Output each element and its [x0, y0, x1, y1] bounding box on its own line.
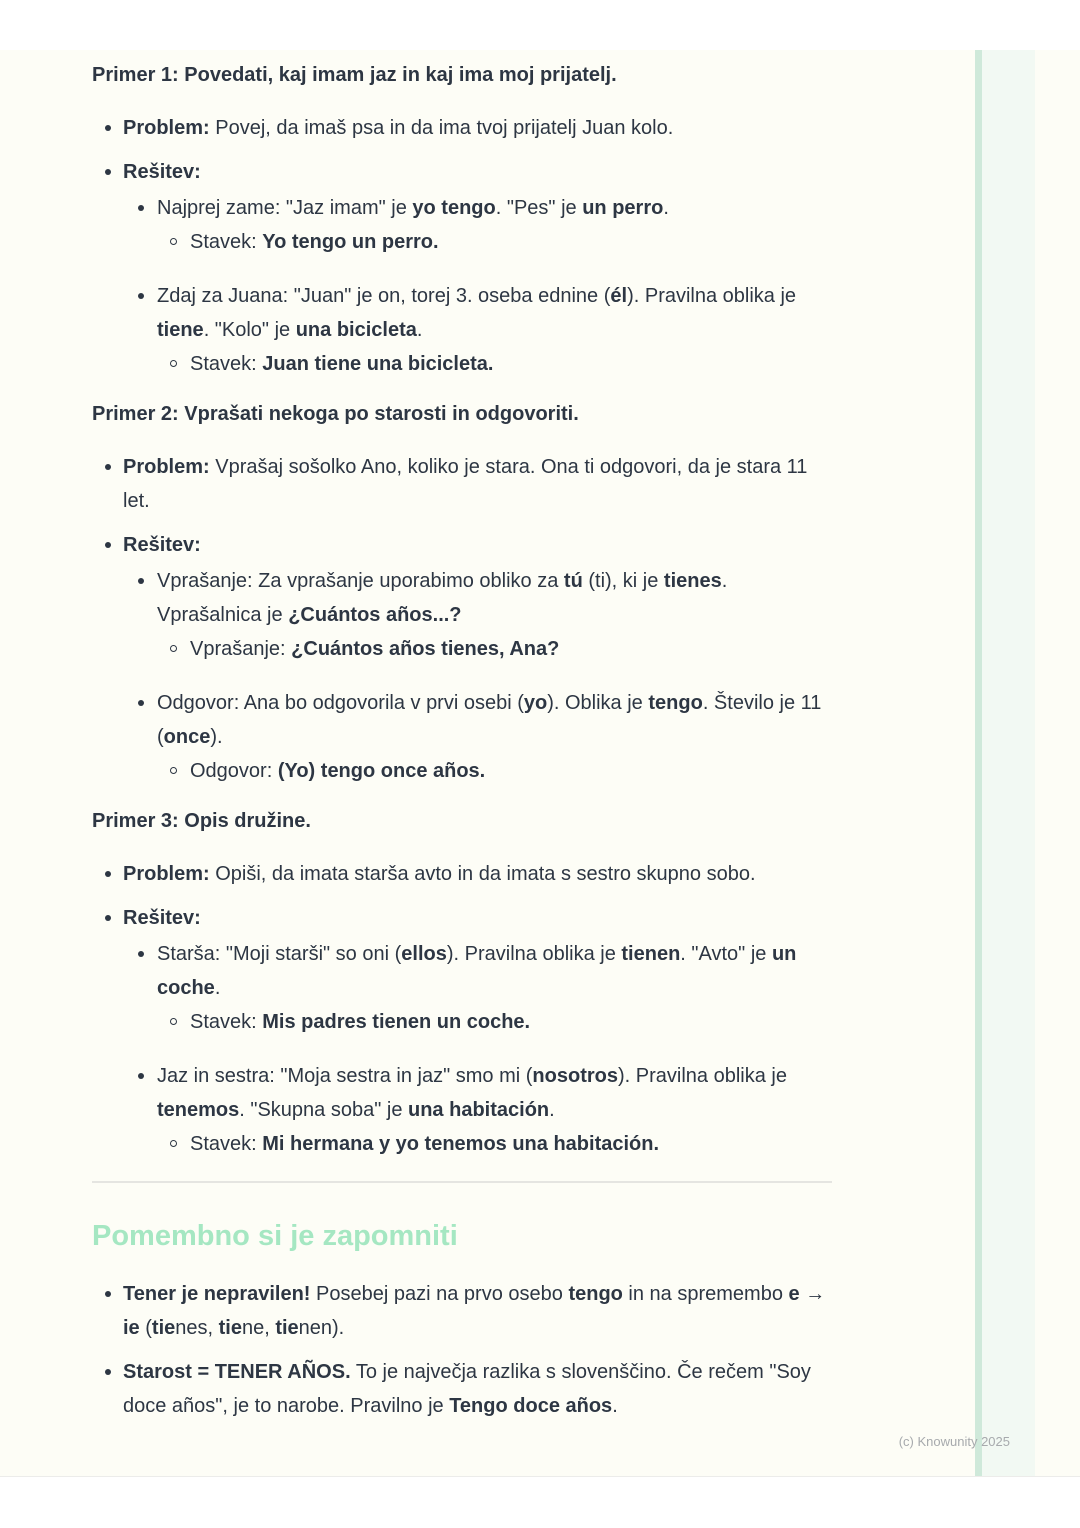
- list-item-text: Odgovor: (Yo) tengo once años.: [190, 760, 486, 782]
- page-accent-line: [975, 50, 982, 1476]
- list-item: [157, 754, 832, 788]
- bullet-list-level-2: [123, 191, 832, 381]
- list-item: [123, 686, 832, 788]
- bullet-list-level-2: [123, 564, 832, 788]
- bullet-list: [92, 111, 832, 381]
- list-item-text: Problem: Opiši, da imata starša avto in da imata s sestro skupno sobo.: [123, 863, 756, 885]
- list-item: [157, 632, 832, 666]
- list-item: [92, 1355, 832, 1423]
- list-item: [92, 901, 832, 1161]
- disc-bullet-icon: [105, 1369, 111, 1375]
- list-item-text: Stavek: Mis padres tienen un coche.: [190, 1011, 531, 1033]
- disc-bullet-icon: [105, 169, 111, 175]
- bullet-list-level-2: [123, 937, 832, 1161]
- list-item: [92, 857, 832, 891]
- list-item-text: Problem: Vprašaj sošolko Ano, koliko je stara. Ona ti odgovori, da je stara 11 let.: [123, 456, 808, 512]
- section-divider: [92, 1181, 832, 1183]
- disc-bullet-icon: [138, 578, 144, 584]
- circle-bullet-icon: [170, 1018, 177, 1025]
- bullet-list-level-1: [92, 1277, 832, 1423]
- list-item-text: Stavek: Mi hermana y yo tenemos una habitación.: [190, 1133, 660, 1155]
- section-heading: Primer 3: Opis družine.: [92, 810, 311, 832]
- list-item: [157, 225, 832, 259]
- list-item: [123, 937, 832, 1039]
- list-item-text: Vprašanje: ¿Cuántos años tienes, Ana?: [190, 638, 560, 660]
- section-primer-3: [92, 808, 832, 1161]
- bullet-list-level-1: [92, 111, 832, 381]
- circle-bullet-icon: [170, 238, 177, 245]
- bullet-list: [92, 450, 832, 788]
- document-page: [0, 50, 1080, 1477]
- disc-bullet-icon: [105, 464, 111, 470]
- list-item: [92, 155, 832, 381]
- bullet-list-level-3: [157, 632, 832, 666]
- disc-bullet-icon: [105, 125, 111, 131]
- list-item-text: Starost = TENER AÑOS. To je največja razlika s slovenščino. Če rečem "Soy doce años", je to narobe. Pravilno je Tengo doce años.: [123, 1361, 811, 1417]
- bullet-list: [92, 1277, 832, 1423]
- list-item: [157, 1127, 832, 1161]
- list-item: [123, 1059, 832, 1161]
- bullet-list-level-3: [157, 225, 832, 259]
- disc-bullet-icon: [105, 915, 111, 921]
- section-heading: Primer 2: Vprašati nekoga po starosti in odgovoriti.: [92, 403, 579, 425]
- list-item: [123, 279, 832, 381]
- bullet-list-level-3: [157, 1127, 832, 1161]
- bullet-list-level-3: [157, 347, 832, 381]
- list-item-text: Starša: "Moji starši" so oni (ellos). Pravilna oblika je tienen. "Avto" je un coche.: [157, 943, 797, 999]
- circle-bullet-icon: [170, 1140, 177, 1147]
- list-item: [157, 347, 832, 381]
- list-item-text: Stavek: Juan tiene una bicicleta.: [190, 353, 494, 375]
- list-item-text: Jaz in sestra: "Moja sestra in jaz" smo mi (nosotros). Pravilna oblika je tenemos. "Skupna soba" je una habitación.: [157, 1065, 787, 1121]
- list-item-text: Rešitev:: [123, 161, 201, 183]
- bullet-list-level-1: [92, 450, 832, 788]
- section-primer-1: [92, 62, 832, 381]
- list-item-text: Vprašanje: Za vprašanje uporabimo obliko za tú (ti), ki je tienes. Vprašalnica je ¿Cuántos años...?: [157, 570, 728, 626]
- list-item-text: Najprej zame: "Jaz imam" je yo tengo. "Pes" je un perro.: [157, 197, 669, 219]
- disc-bullet-icon: [105, 1291, 111, 1297]
- list-item-text: Rešitev:: [123, 907, 201, 929]
- list-item-text: Odgovor: Ana bo odgovorila v prvi osebi (yo). Oblika je tengo. Število je 11 (once).: [157, 692, 822, 748]
- disc-bullet-icon: [138, 293, 144, 299]
- bullet-list-level-1: [92, 857, 832, 1161]
- page-accent-wash: [982, 50, 1035, 1476]
- circle-bullet-icon: [170, 360, 177, 367]
- disc-bullet-icon: [105, 542, 111, 548]
- bullet-list-level-3: [157, 1005, 832, 1039]
- section-heading: Primer 1: Povedati, kaj imam jaz in kaj ima moj prijatelj.: [92, 64, 617, 86]
- list-item-text: Tener je nepravilen! Posebej pazi na prvo osebo tengo in na spremembo e → ie (tienes, tiene, tienen).: [123, 1283, 826, 1339]
- important-heading: Pomembno si je zapomniti: [92, 1220, 458, 1252]
- list-item: [92, 1277, 832, 1345]
- bullet-list-level-3: [157, 754, 832, 788]
- section-important: [92, 1217, 832, 1423]
- list-item-text: Zdaj za Juana: "Juan" je on, torej 3. oseba ednine (él). Pravilna oblika je tiene. "Kolo" je una bicicleta.: [157, 285, 797, 341]
- disc-bullet-icon: [138, 951, 144, 957]
- list-item: [123, 564, 832, 666]
- document-content: [92, 62, 832, 1433]
- disc-bullet-icon: [138, 205, 144, 211]
- list-item: [92, 450, 832, 518]
- list-item-text: Problem: Povej, da imaš psa in da ima tvoj prijatelj Juan kolo.: [123, 117, 674, 139]
- list-item: [92, 111, 832, 145]
- circle-bullet-icon: [170, 767, 177, 774]
- circle-bullet-icon: [170, 645, 177, 652]
- section-primer-2: [92, 401, 832, 788]
- copyright-footer: (c) Knowunity 2025: [898, 1434, 1010, 1449]
- list-item-text: Rešitev:: [123, 534, 201, 556]
- list-item: [123, 191, 832, 259]
- disc-bullet-icon: [105, 871, 111, 877]
- list-item: [92, 528, 832, 788]
- disc-bullet-icon: [138, 700, 144, 706]
- disc-bullet-icon: [138, 1073, 144, 1079]
- list-item: [157, 1005, 832, 1039]
- list-item-text: Stavek: Yo tengo un perro.: [190, 231, 439, 253]
- bullet-list: [92, 857, 832, 1161]
